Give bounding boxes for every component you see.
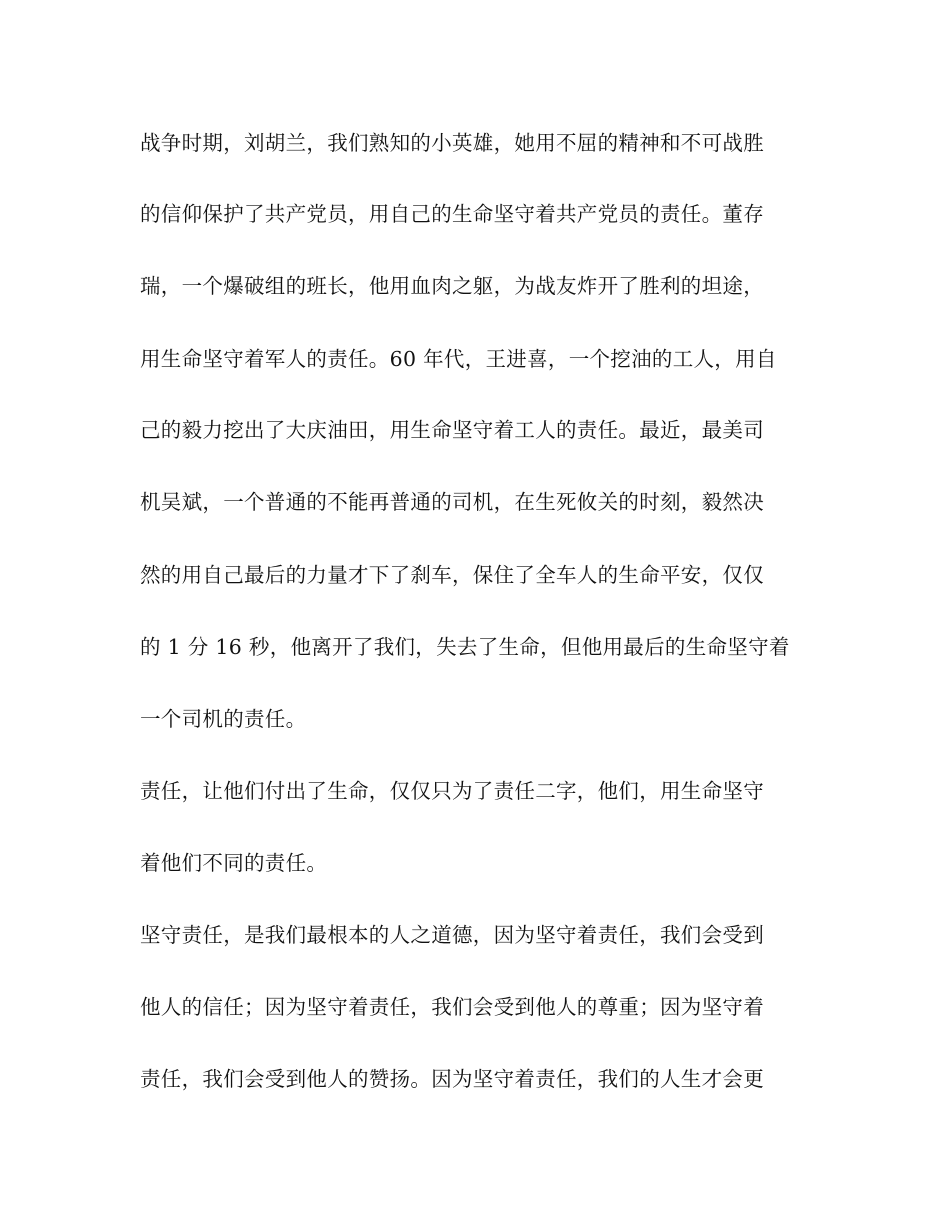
text-line: 着他们不同的责任。 xyxy=(140,851,328,875)
text-line: 机吴斌，一个普通的不能再普通的司机，在生死攸关的时刻，毅然决 xyxy=(140,490,764,514)
text-line: 责任，让他们付出了生命，仅仅只为了责任二字，他们，用生命坚守 xyxy=(140,779,764,803)
text-line: 然的用自己最后的力量才下了刹车，保住了全车人的生命平安，仅仅 xyxy=(140,563,764,587)
text-line: 战争时期，刘胡兰，我们熟知的小英雄，她用不屈的精神和不可战胜 xyxy=(140,131,764,155)
text-line: 一个司机的责任。 xyxy=(140,707,307,731)
text-line: 己的毅力挖出了大庆油田，用生命坚守着工人的责任。最近，最美司 xyxy=(140,418,764,442)
text-line: 责任，我们会受到他人的赞扬。因为坚守着责任，我们的人生才会更 xyxy=(140,1067,764,1091)
text-line: 的信仰保护了共产党员，用自己的生命坚守着共产党员的责任。董存 xyxy=(140,202,764,226)
text-line: 用生命坚守着军人的责任。60 年代，王进喜，一个挖油的工人，用自 xyxy=(140,347,777,371)
text-line: 瑞，一个爆破组的班长，他用血肉之躯，为战友炸开了胜利的坦途， xyxy=(140,274,764,298)
text-line: 坚守责任，是我们最根本的人之道德，因为坚守着责任，我们会受到 xyxy=(140,923,764,947)
text-line: 他人的信任；因为坚守着责任，我们会受到他人的尊重；因为坚守着 xyxy=(140,995,764,1019)
text-line: 的 1 分 16 秒，他离开了我们，失去了生命，但他用最后的生命坚守着 xyxy=(140,635,790,659)
